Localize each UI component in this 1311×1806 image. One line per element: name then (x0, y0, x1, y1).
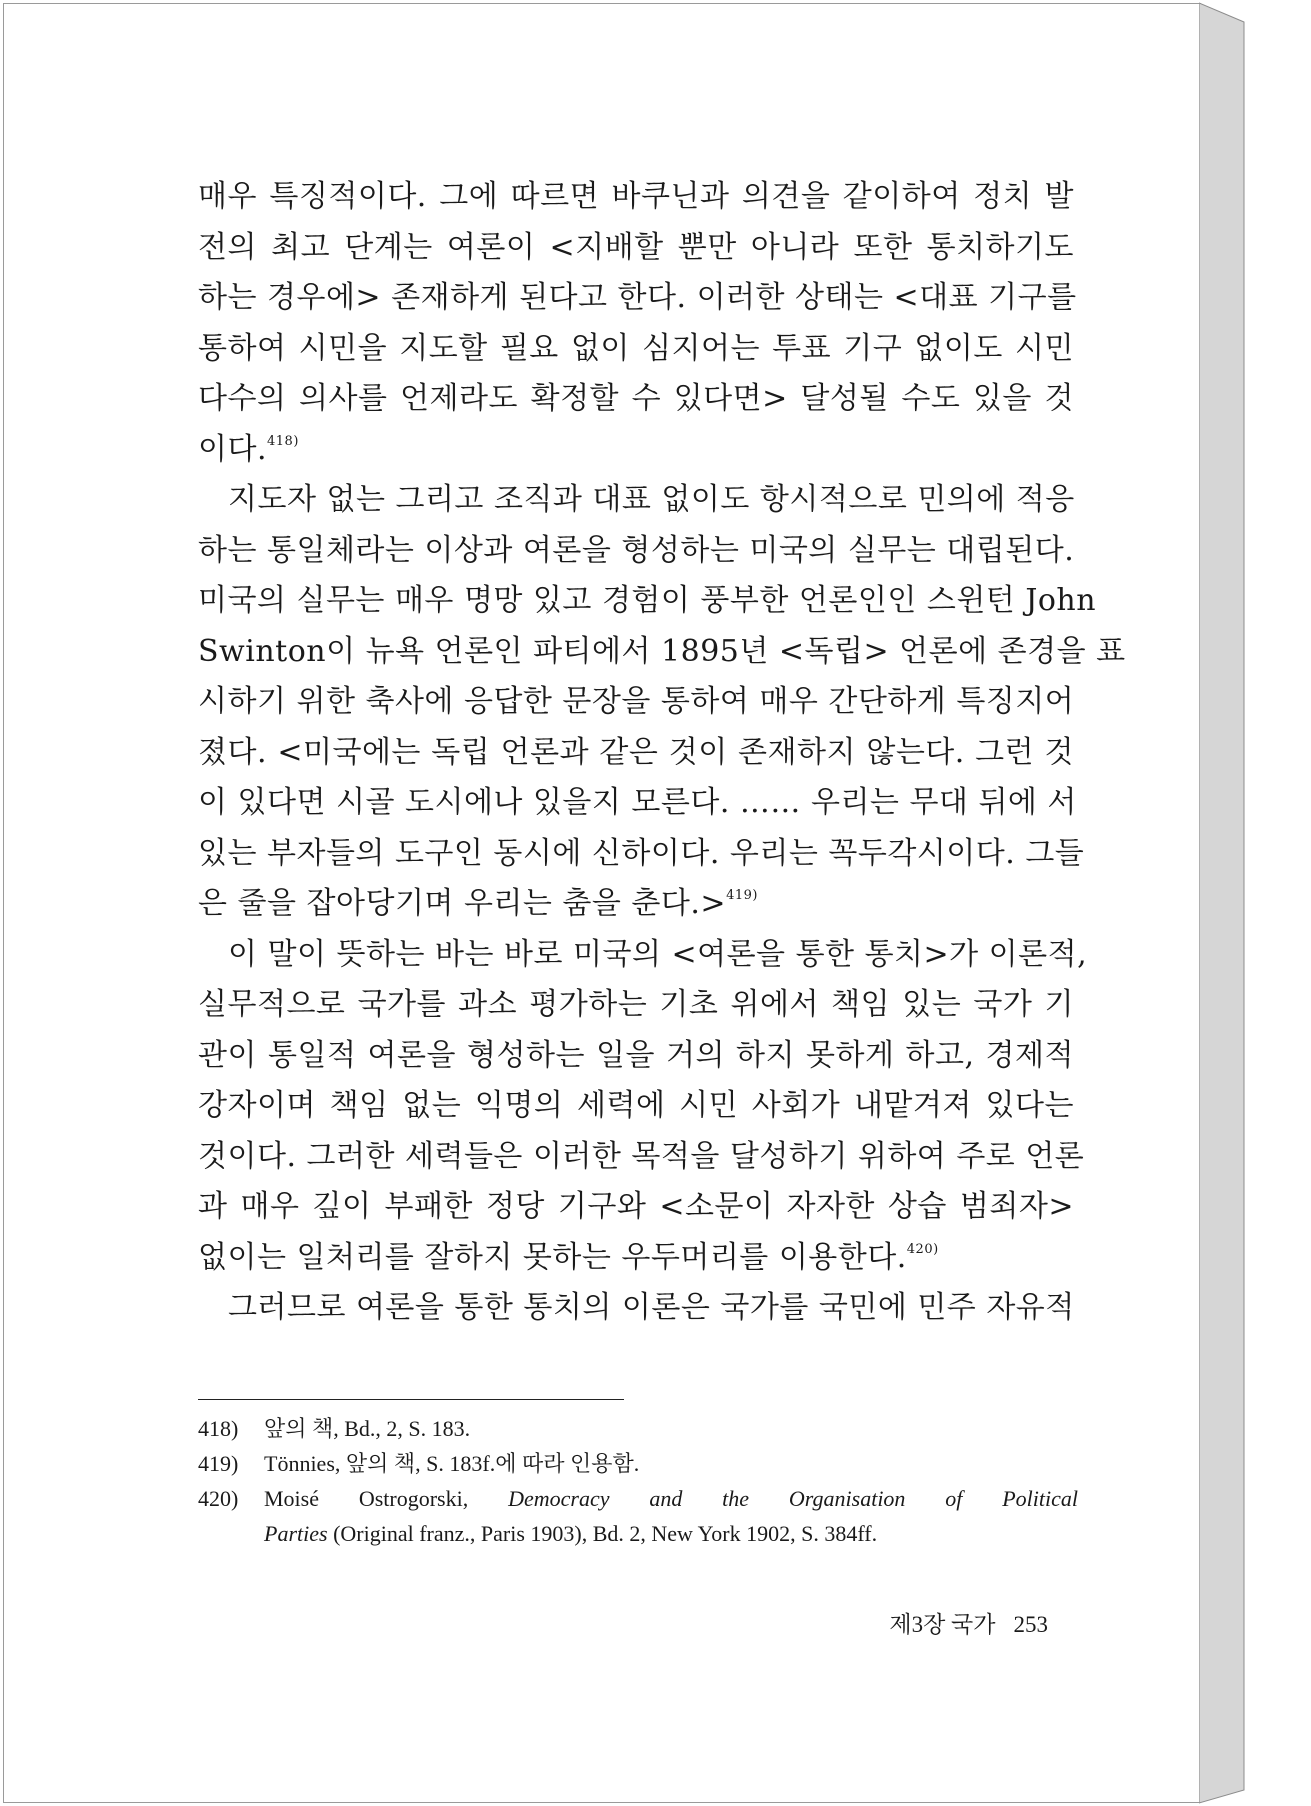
footnote-418 (198, 1411, 1078, 1446)
book-page-edge (1199, 0, 1311, 1806)
body-line: 것이다. 그러한 세력들은 이러한 목적을 달성하기 위하여 주로 언론 (198, 1138, 1085, 1174)
footnote-420-continued (198, 1516, 1078, 1551)
footnote-title: Parties (264, 1521, 328, 1546)
page-number: 253 (1013, 1612, 1048, 1637)
body-line: 시하기 위한 축사에 응답한 문장을 통하여 매우 간단하게 특징지어 (198, 684, 1075, 719)
body-line: 미국의 실무는 매우 명망 있고 경험이 풍부한 언론인인 스윈턴 John (198, 583, 1097, 618)
footnote-ref-420: 420) (906, 1241, 939, 1257)
footnote-divider (198, 1399, 624, 1400)
body-line: 통하여 시민을 지도할 필요 없이 심지어는 투표 기구 없이도 시민 (198, 330, 1074, 366)
body-line: 은 줄을 잡아당기며 우리는 춤을 춘다.>$^{419)}$ (198, 886, 758, 921)
body-text (198, 172, 1126, 1334)
body-line: 있는 부자들의 도구인 동시에 신하이다. 우리는 꼭두각시이다. 그들 (198, 835, 1085, 871)
footnote-number: 419) (198, 1451, 239, 1476)
body-line: 하는 통일체라는 이상과 여론을 형성하는 미국의 실무는 대립된다. (198, 532, 1075, 568)
footnote-text: Tönnies, 앞의 책, S. 183f.에 따라 인용함. (264, 1451, 640, 1476)
footnote-ref-418: 418) (267, 433, 299, 449)
footnote-ref-419: 419) (726, 888, 758, 903)
body-line: 이다.$^{418)}$ (198, 431, 299, 467)
body-line: 관이 통일적 여론을 형성하는 일을 거의 하지 못하게 하고, 경제적 (198, 1037, 1074, 1073)
footnote-420 (198, 1481, 1078, 1516)
body-line: 없이는 일처리를 잘하지 못하는 우두머리를 이용한다.$^{420)}$ (198, 1239, 939, 1275)
footnote-text: (Original franz., Paris 1903), Bd. 2, New York 1902, S. 384ff. (333, 1521, 878, 1546)
body-line: 과 매우 깊이 부패한 정당 기구와 <소문이 자자한 상습 범죄자> (198, 1189, 1074, 1224)
body-line: Swinton이 뉴욕 언론인 파티에서 1895년 <독립> 언론에 존경을 표 (198, 633, 1126, 669)
footnotes (198, 1411, 1078, 1551)
footnote-author: Moisé Ostrogorski, (264, 1486, 469, 1511)
footnote-number: 418) (198, 1416, 239, 1441)
body-line: 이 말이 뜻하는 바는 바로 미국의 <여론을 통한 통치>가 이론적, (228, 936, 1088, 972)
footnote-title: Democracy and the Organisation of Political (508, 1486, 1079, 1511)
footnote-number: 420) (198, 1486, 239, 1511)
body-line: 이 있다면 시골 도시에나 있을지 모른다. …… 우리는 무대 뒤에 서 (198, 785, 1077, 820)
body-line: 실무적으로 국가를 과소 평가하는 기초 위에서 책임 있는 국가 기 (198, 987, 1074, 1022)
body-line: 그러므로 여론을 통한 통치의 이론은 국가를 국민에 민주 자유적 (228, 1290, 1075, 1325)
chapter-label: 제3장 국가 (889, 1612, 996, 1637)
body-line: 하는 경우에> 존재하게 된다고 한다. 이러한 상태는 <대표 기구를 (198, 280, 1077, 315)
body-line: 강자이며 책임 없는 익명의 세력에 시민 사회가 내맡겨져 있다는 (198, 1088, 1074, 1123)
body-line: 지도자 없는 그리고 조직과 대표 없이도 항시적으로 민의에 적응 (228, 482, 1075, 517)
body-line: 매우 특징적이다. 그에 따르면 바쿠닌과 의견을 같이하여 정치 발 (198, 179, 1074, 214)
footnote-text: 앞의 책, Bd., 2, S. 183. (264, 1416, 471, 1441)
body-line: 다수의 의사를 언제라도 확정할 수 있다면> 달성될 수도 있을 것 (198, 381, 1074, 416)
footnote-419 (198, 1446, 1078, 1481)
body-line: 전의 최고 단계는 여론이 <지배할 뿐만 아니라 또한 통치하기도 (198, 229, 1074, 265)
body-line: 졌다. <미국에는 독립 언론과 같은 것이 존재하지 않는다. 그런 것 (198, 734, 1074, 770)
page-footer (889, 1606, 1048, 1639)
